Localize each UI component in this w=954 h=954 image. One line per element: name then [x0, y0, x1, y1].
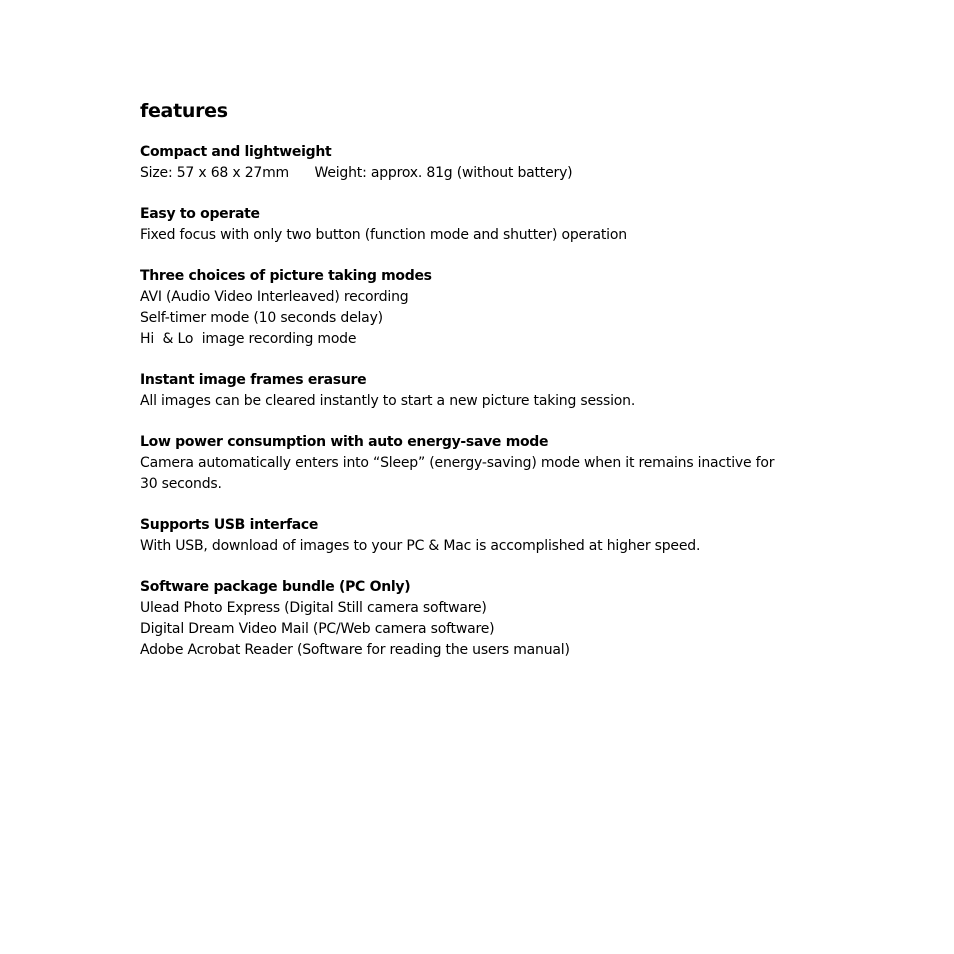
feature-title: Instant image frames erasure	[140, 372, 367, 388]
feature-title: Three choices of picture taking modes	[140, 268, 432, 284]
page-heading: features	[140, 100, 228, 122]
feature-text: With USB, download of images to your PC & Mac is accomplished at higher speed.	[140, 538, 701, 554]
feature-title: Easy to operate	[140, 206, 260, 222]
feature-text: 30 seconds.	[140, 476, 222, 492]
feature-text: AVI (Audio Video Interleaved) recording	[140, 289, 409, 305]
feature-section	[140, 142, 840, 184]
document-page	[140, 98, 840, 681]
feature-text: Adobe Acrobat Reader (Software for reading the users manual)	[140, 642, 570, 658]
feature-section	[140, 370, 840, 412]
feature-text: Size: 57 x 68 x 27mm Weight: approx. 81g (without battery)	[140, 165, 573, 181]
feature-title: Software package bundle (PC Only)	[140, 579, 411, 595]
feature-title: Compact and lightweight	[140, 144, 332, 160]
feature-text: Fixed focus with only two button (function mode and shutter) operation	[140, 227, 627, 243]
feature-text: All images can be cleared instantly to start a new picture taking session.	[140, 393, 636, 409]
feature-title: Supports USB interface	[140, 517, 319, 533]
feature-section	[140, 515, 840, 557]
feature-text: Digital Dream Video Mail (PC/Web camera software)	[140, 621, 495, 637]
feature-text: Hi & Lo image recording mode	[140, 331, 357, 347]
feature-section	[140, 577, 840, 661]
feature-text: Self-timer mode (10 seconds delay)	[140, 310, 383, 326]
feature-title: Low power consumption with auto energy-save mode	[140, 434, 549, 450]
feature-section	[140, 204, 840, 246]
feature-text: Ulead Photo Express (Digital Still camera software)	[140, 600, 487, 616]
feature-section	[140, 432, 840, 495]
feature-text: Camera automatically enters into “Sleep” (energy-saving) mode when it remains inactive for	[140, 455, 775, 471]
feature-section	[140, 266, 840, 350]
